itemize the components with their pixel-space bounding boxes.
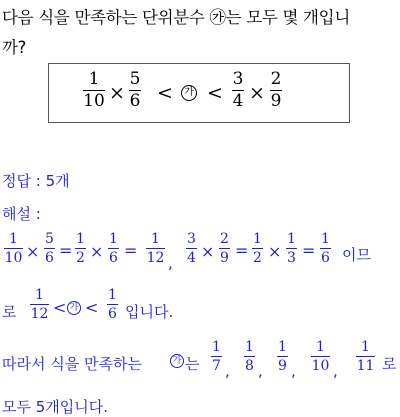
numerator: 1: [76, 231, 85, 247]
question-line-1: 다음 식을 만족하는 단위분수 ㉮는 모두 몇 개입니: [2, 8, 350, 27]
denominator: 9: [278, 358, 287, 374]
fraction-1-10: [311, 340, 330, 373]
fraction-2-9: [270, 71, 282, 110]
fraction-bar: [211, 356, 222, 357]
comma: ,: [333, 362, 338, 380]
numerator: 1: [88, 69, 100, 89]
denominator: 4: [232, 91, 244, 111]
fraction-bar: [320, 248, 331, 249]
fraction-1-7: [211, 340, 222, 373]
denominator: 12: [146, 250, 165, 266]
fraction-bar: [252, 248, 263, 249]
times-sign: ×: [109, 82, 125, 104]
fraction: [286, 232, 297, 265]
denominator: 3: [287, 250, 296, 266]
numerator: 1: [287, 231, 296, 247]
numerator: 1: [35, 287, 44, 303]
denominator: 7: [212, 358, 221, 374]
numerator: 5: [45, 231, 54, 247]
fraction-1-11: [356, 340, 375, 373]
fraction-bar: [277, 356, 288, 357]
numerator: 2: [220, 231, 229, 247]
fraction: [44, 232, 55, 265]
fraction-bar: [286, 248, 297, 249]
fraction-bar: [44, 248, 55, 249]
fraction-bar: [244, 356, 255, 357]
text-suffix: 는: [185, 355, 200, 373]
comma: ,: [168, 254, 173, 272]
less-than-sign: <: [207, 82, 223, 104]
times-sign: ×: [249, 82, 265, 104]
fraction-bar: [30, 304, 49, 305]
denominator: 2: [76, 250, 85, 266]
equals-sign: =: [235, 241, 249, 260]
equals-sign: =: [59, 241, 73, 260]
fraction-bar: [4, 248, 23, 249]
fraction: [146, 232, 165, 265]
fraction-bar: [146, 248, 165, 249]
text-lead: 로: [2, 303, 17, 321]
fraction: [108, 232, 119, 265]
fraction: [107, 288, 118, 321]
numerator: 5: [129, 69, 141, 89]
numerator: 1: [151, 231, 160, 247]
numerator: 1: [278, 339, 287, 355]
denominator: 6: [45, 250, 54, 266]
denominator: 10: [4, 250, 23, 266]
numerator: 2: [270, 69, 282, 89]
denominator: 6: [108, 306, 117, 322]
fraction-1-8: [244, 340, 255, 373]
denominator: 6: [129, 91, 141, 111]
fraction: [219, 232, 230, 265]
text-tail: 이므: [342, 246, 371, 264]
fraction-bar: [186, 248, 197, 249]
times-sign: ×: [201, 242, 215, 261]
numerator: 1: [245, 339, 254, 355]
fraction: [252, 232, 263, 265]
explanation-label: 해설 :: [2, 205, 41, 223]
numerator: 3: [232, 69, 244, 89]
numerator: 1: [108, 287, 117, 303]
expression-box: [48, 63, 350, 123]
equals-sign: =: [302, 241, 316, 260]
denominator: 10: [83, 91, 105, 111]
fraction-bar: [108, 248, 119, 249]
times-sign: ×: [90, 242, 104, 261]
answer-label: 정답 : 5개: [2, 172, 70, 190]
less-than-sign: <: [85, 298, 99, 317]
fraction: [75, 232, 86, 265]
denominator: 12: [30, 306, 49, 322]
fraction: [30, 288, 49, 321]
numerator: 1: [109, 231, 118, 247]
less-than-sign: <: [157, 82, 173, 104]
fraction-bar: [107, 304, 118, 305]
comma: ,: [258, 362, 263, 380]
denominator: 11: [356, 358, 375, 374]
explanation-line-4: 모두 5개입니다.: [2, 398, 109, 416]
fraction: [186, 232, 197, 265]
circled-ga-icon: 가: [67, 301, 81, 315]
denominator: 8: [245, 358, 254, 374]
comma: ,: [291, 362, 296, 380]
times-sign: ×: [268, 242, 282, 261]
comma: ,: [225, 362, 230, 380]
numerator: 1: [361, 339, 370, 355]
denominator: 9: [270, 91, 282, 111]
fraction: [320, 232, 331, 265]
numerator: 1: [321, 231, 330, 247]
fraction: [4, 232, 23, 265]
numerator: 1: [9, 231, 18, 247]
fraction-1-9: [277, 340, 288, 373]
fraction-bar: [311, 356, 330, 357]
denominator: 6: [321, 250, 330, 266]
denominator: 10: [311, 358, 330, 374]
fraction-bar: [356, 356, 375, 357]
question-line-2: 까?: [2, 38, 27, 57]
circled-ga-icon: 가: [170, 354, 184, 368]
less-than-sign: <: [53, 298, 67, 317]
fraction-1-10: [83, 71, 105, 110]
numerator: 1: [212, 339, 221, 355]
denominator: 9: [220, 250, 229, 266]
numerator: 1: [253, 231, 262, 247]
equals-sign: =: [124, 241, 138, 260]
numerator: 3: [187, 231, 196, 247]
fraction-bar: [75, 248, 86, 249]
fraction-3-4: [232, 71, 244, 110]
denominator: 4: [187, 250, 196, 266]
denominator: 6: [109, 250, 118, 266]
fraction-5-6: [129, 71, 141, 110]
text-tail: 입니다.: [125, 303, 174, 321]
numerator: 1: [316, 339, 325, 355]
text-lead: 따라서 식을 만족하는: [2, 355, 142, 373]
denominator: 2: [253, 250, 262, 266]
fraction-bar: [219, 248, 230, 249]
circled-ga-icon: 가: [181, 85, 197, 101]
times-sign: ×: [26, 242, 40, 261]
text-tail: 로: [382, 355, 397, 373]
